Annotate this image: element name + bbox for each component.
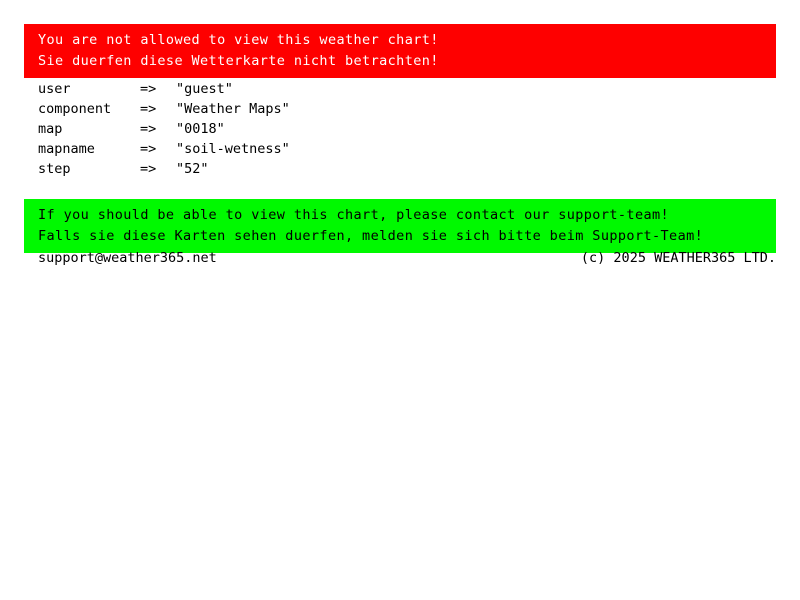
param-value: "soil-wetness" (176, 141, 290, 157)
table-row (38, 159, 290, 179)
support-email-link[interactable]: support@weather365.net (38, 250, 217, 266)
error-banner (24, 24, 776, 78)
param-arrow: => (140, 141, 157, 157)
table-row (38, 139, 290, 159)
param-arrow: => (140, 81, 157, 97)
param-arrow: => (140, 121, 157, 137)
table-row (38, 99, 290, 119)
param-key: user (38, 81, 71, 97)
error-banner-line-de: Sie duerfen diese Wetterkarte nicht betrachten! (38, 53, 439, 69)
param-key: step (38, 161, 71, 177)
param-value: "Weather Maps" (176, 101, 290, 117)
table-row (38, 119, 290, 139)
param-key: component (38, 101, 112, 117)
param-value: "52" (176, 161, 209, 177)
footer (38, 250, 776, 266)
param-key: mapname (38, 141, 95, 157)
parameter-list (38, 79, 290, 179)
param-value: "0018" (176, 121, 225, 137)
param-key: map (38, 121, 63, 137)
info-banner (24, 199, 776, 253)
param-arrow: => (140, 101, 157, 117)
table-row (38, 79, 290, 99)
copyright-text: (c) 2025 WEATHER365 LTD. (580, 250, 776, 266)
error-banner-line-en: You are not allowed to view this weather chart! (38, 32, 439, 48)
info-banner-line-en: If you should be able to view this chart, please contact our support-team! (38, 207, 670, 223)
param-value: "guest" (176, 81, 233, 97)
info-banner-line-de: Falls sie diese Karten sehen duerfen, melden sie sich bitte beim Support-Team! (38, 228, 704, 244)
param-arrow: => (140, 161, 157, 177)
